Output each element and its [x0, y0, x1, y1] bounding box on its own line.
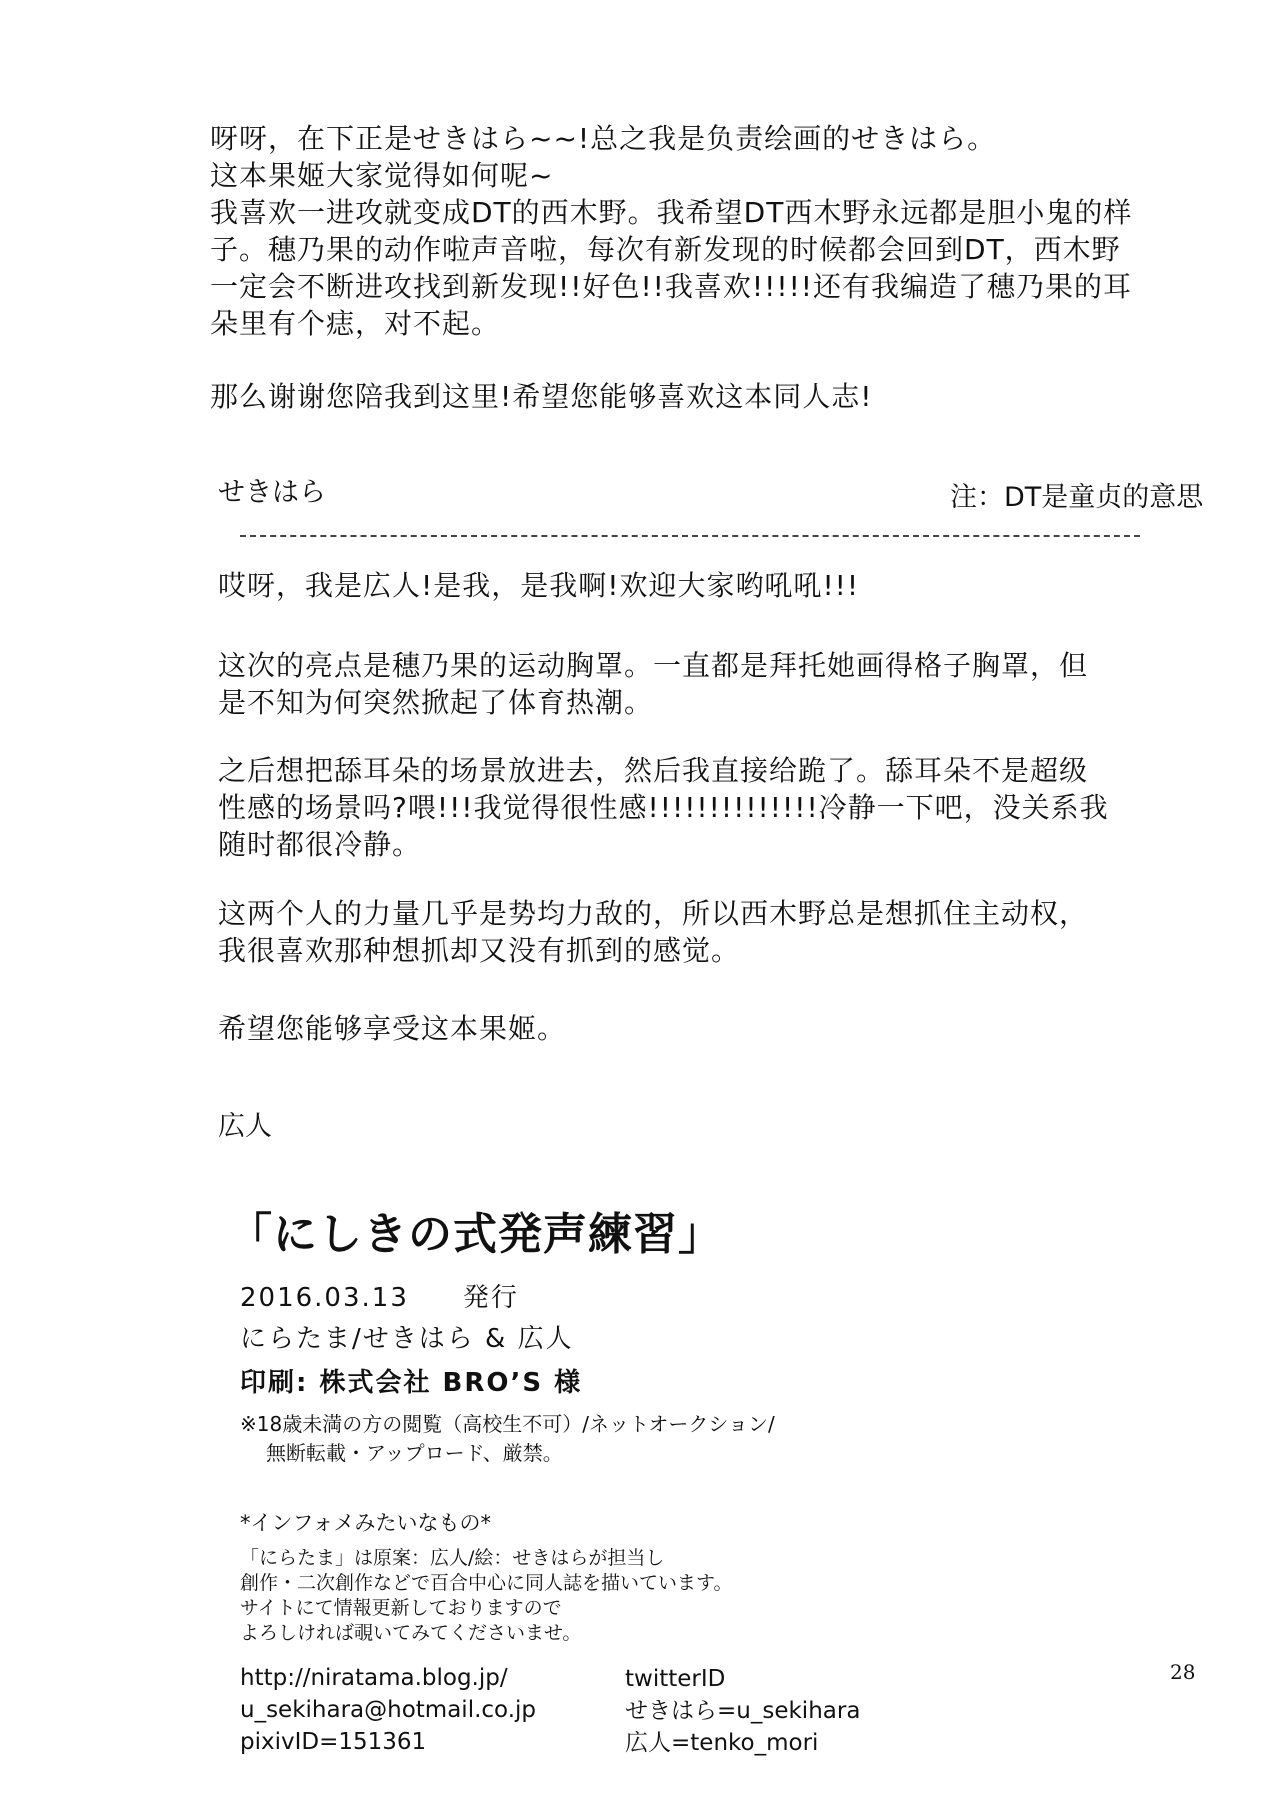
text-line: 朵里有个痣，对不起。	[210, 307, 501, 340]
sekihara-closing: 那么谢谢您陪我到这里!希望您能够喜欢这本同人志!	[210, 380, 873, 413]
book-title: 「にしきの式発声練習」	[228, 1209, 723, 1260]
email-address: u_sekihara@hotmail.co.jp	[240, 1697, 537, 1723]
hiroto-paragraph: 哎呀，我是広人!是我，是我啊!欢迎大家哟吼吼!!!	[218, 569, 860, 602]
hiroto-signature: 広人	[218, 1111, 272, 1142]
hiroto-paragraph: 之后想把舔耳朵的场景放进去，然后我直接给跪了。舔耳朵不是超级 性感的场景吗?喂!!!我觉得很性感!!!!!!!!!!!!!!冷静一下吧，没关系我 随时都很冷静。	[218, 754, 1109, 861]
page-number: 28	[1170, 1660, 1196, 1684]
printer-credit: 印刷: 株式会社 BRO’S 様	[240, 1368, 583, 1398]
date-value: 2016.03.13	[240, 1283, 409, 1313]
text-line: 呀呀，在下正是せきはら~~!总之我是负责绘画的せきはら。	[210, 122, 997, 155]
age-warning: ※18歳未満の方の閲覧（高校生不可）/ネットオークション/ 無断転載・アップロード、厳禁。	[240, 1412, 775, 1465]
circle-name: にらたま/せきはら & 広人	[240, 1324, 574, 1354]
info-text: 「にらたま」は原案：広人/絵：せきはらが担当し 創作・二次創作などで百合中心に同人誌を描いています。 サイトにて情報更新しておりますので よろしければ覗いてみてくださいませ。	[240, 1547, 733, 1644]
dashed-divider	[240, 535, 1140, 537]
text-line: 子。穗乃果的动作啦声音啦，每次有新发现的时候都会回到DT，西木野	[210, 233, 1121, 266]
hiroto-paragraph: 这两个人的力量几乎是势均力敌的，所以西木野总是想抓住主动权， 我很喜欢那种想抓却又没有抓到的感觉。	[218, 897, 1089, 967]
info-heading: *インフォメみたいなもの*	[240, 1511, 491, 1535]
contact-info	[240, 1662, 536, 1758]
sekihara-afterword	[210, 120, 1132, 342]
hiroto-paragraph: 希望您能够享受这本果姬。	[218, 1012, 567, 1045]
dt-footnote: 注：DT是童贞的意思	[950, 482, 1204, 513]
sekihara-signature: せきはら	[218, 477, 326, 508]
twitter-info: twitterID せきはら=u_sekihara 広人=tenko_mori	[625, 1666, 861, 1756]
hiroto-paragraph: 这次的亮点是穗乃果的运动胸罩。一直都是拜托她画得格子胸罩，但 是不知为何突然掀起了体育热潮。	[218, 649, 1089, 719]
text-line: 一定会不断进攻找到新发现!!好色!!我喜欢!!!!!还有我编造了穗乃果的耳	[210, 270, 1133, 303]
website-url: http://niratama.blog.jp/	[240, 1665, 508, 1691]
text-line: 我喜欢一进攻就变成DT的西木野。我希望DT西木野永远都是胆小鬼的样	[210, 196, 1133, 229]
issue-label: 発行	[462, 1283, 519, 1313]
publication-date	[240, 1277, 519, 1314]
pixiv-id: pixivID=151361	[240, 1729, 427, 1755]
text-line: 这本果姬大家觉得如何呢~	[210, 159, 554, 192]
